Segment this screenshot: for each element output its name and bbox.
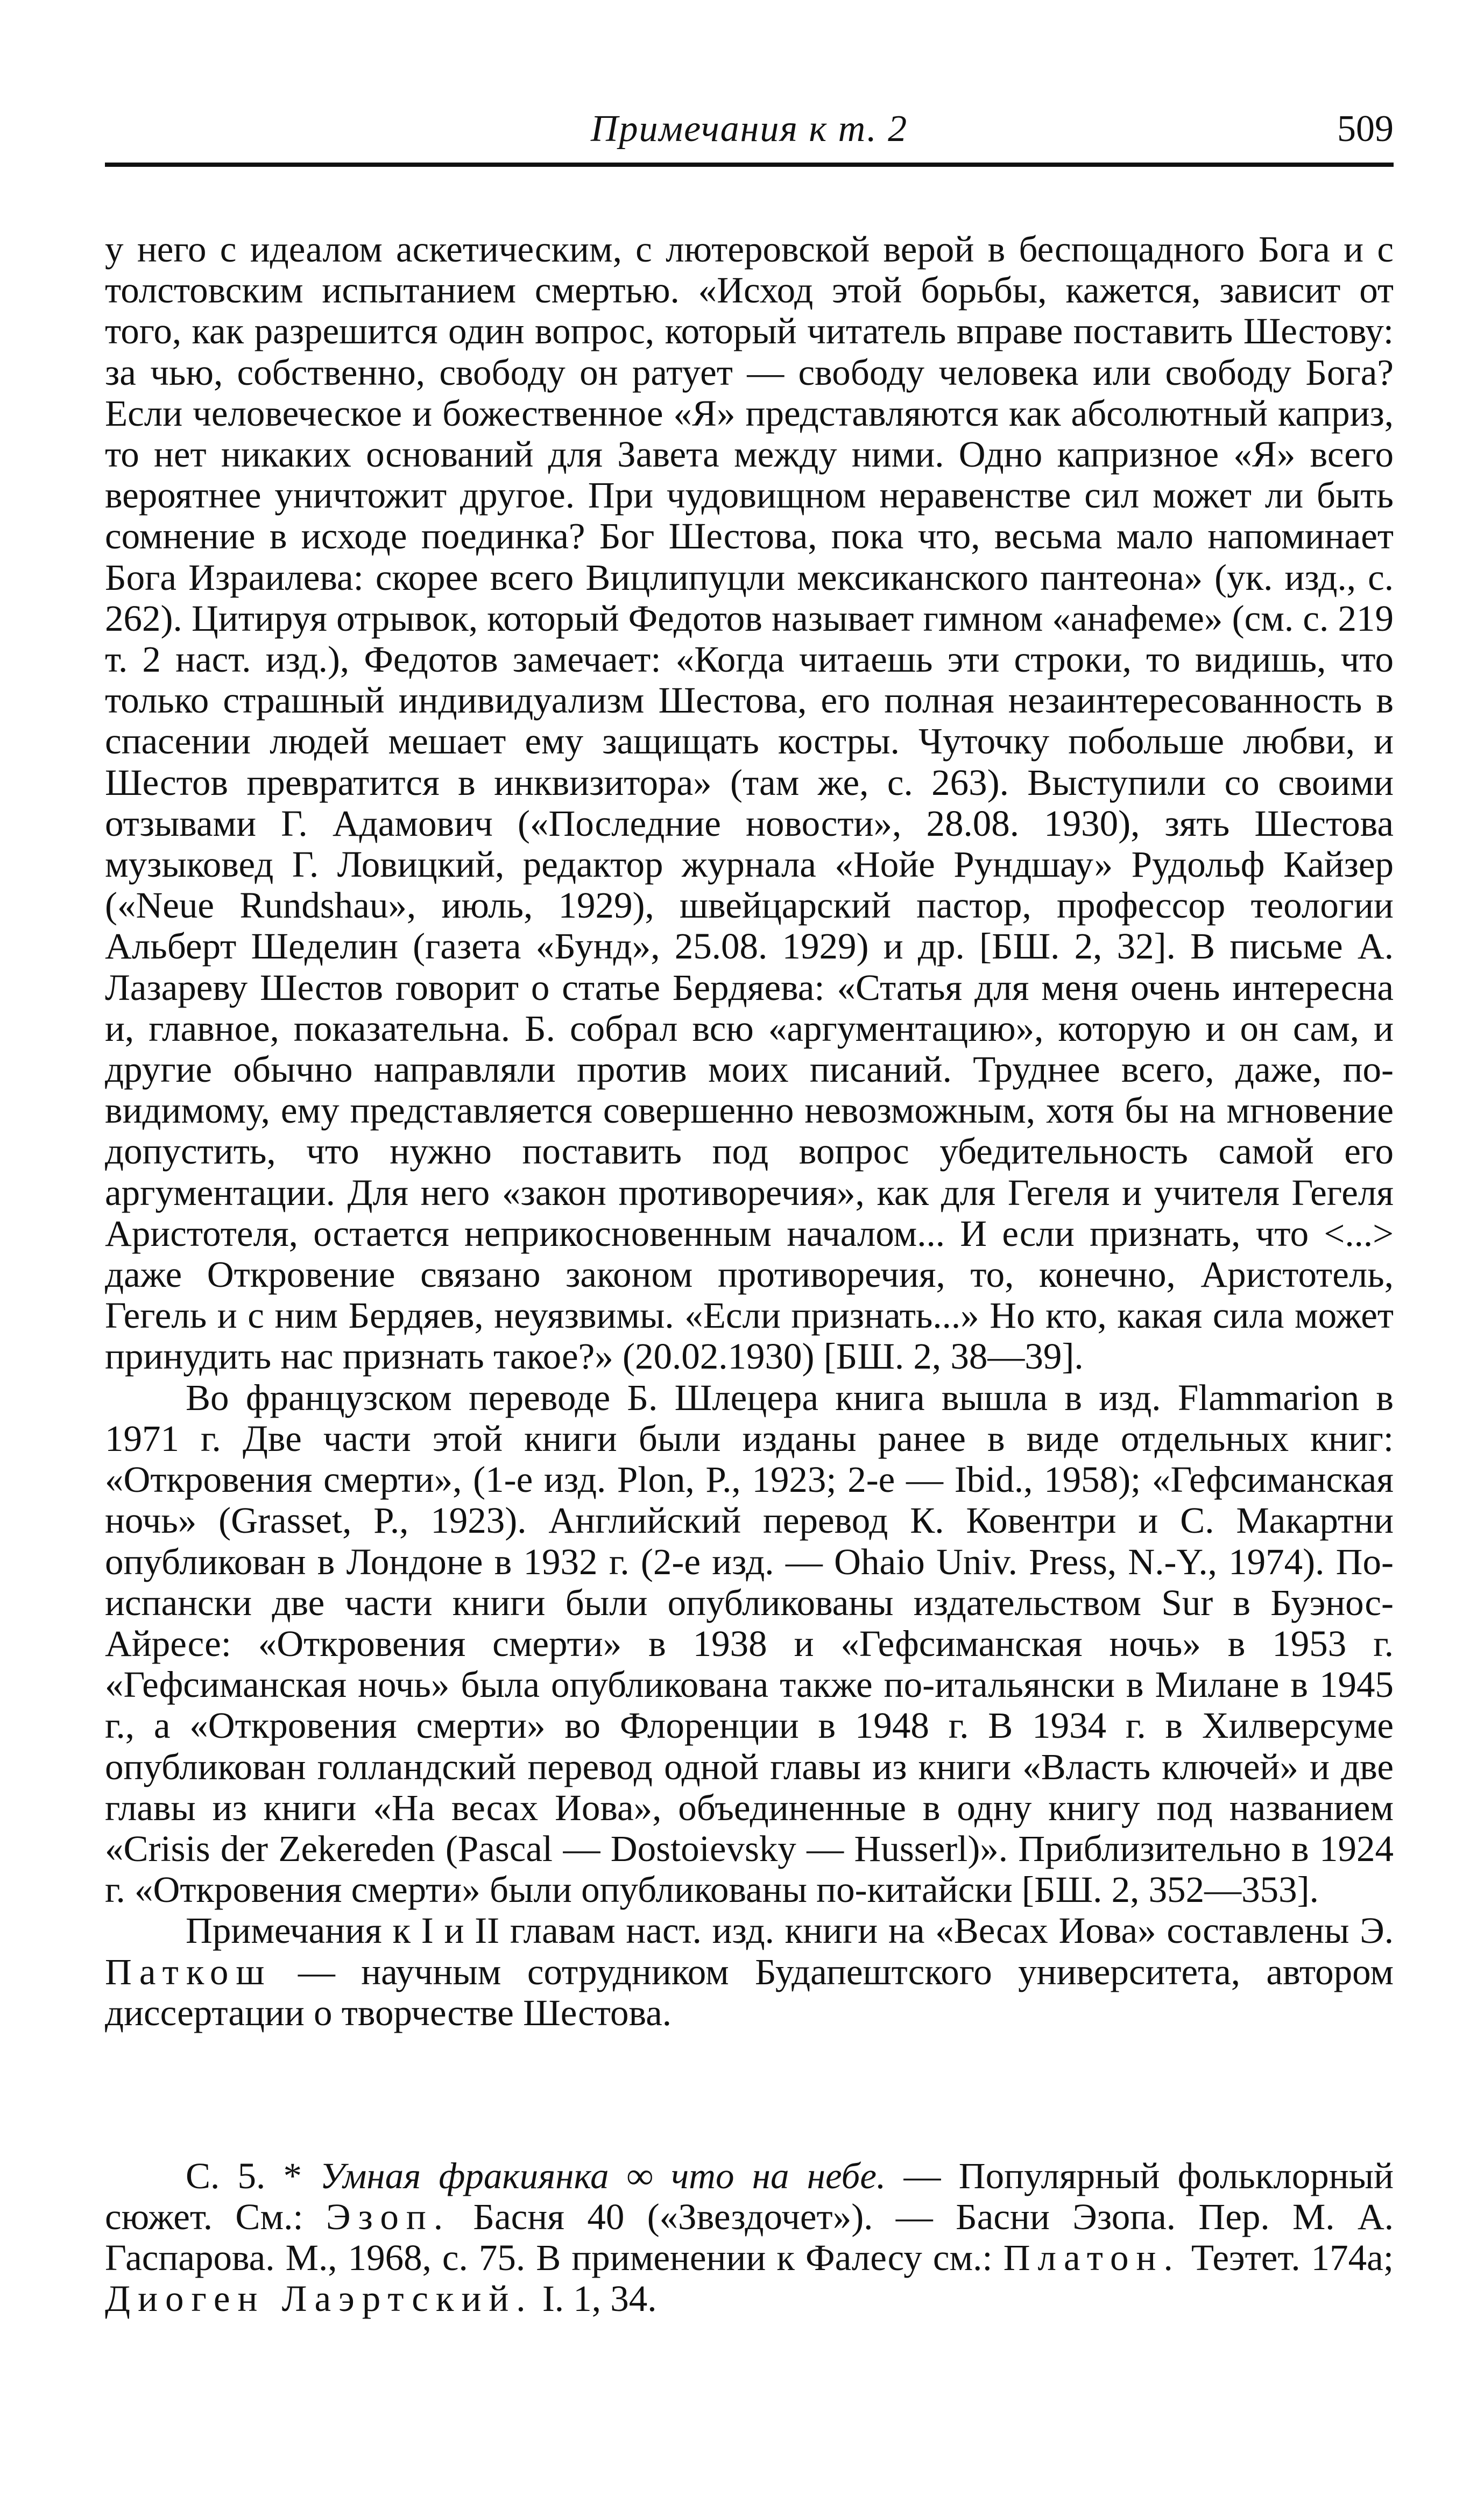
paragraph-3-text-before: Примечания к I и II главам наст. изд. книги на «Весах Иова» составлены Э. bbox=[186, 1910, 1394, 1951]
paragraph-1: у него с идеалом аскетическим, с лютеровской верой в беспощадного Бога и с толстовским испытанием смертью. «Исход этой борьбы, кажется, зависит от того, как разрешится один вопрос, который читатель вправе поставить Шестову: за чью, собственно, свободу он ратует — свободу человека или свободу Бога? Если человеческое и божественное «Я» представляются как абсолютный каприз, то нет никаких оснований для Завета между ними. Одно капризное «Я» всего вероятнее уничтожит другое. При чудовищном неравенстве сил может ли быть сомнение в исходе поединка? Бог Шестова, пока что, весьма мало напоминает Бога Израилева: скорее всего Вицлипуцли мексиканского пантеона» (ук. изд., с. 262). Цитируя отрывок, который Федотов называет гимном «анафеме» (см. с. 219 т. 2 наст. изд.), Федотов замечает: «Когда читаешь эти строки, то видишь, что только страшный индивидуализм Шестова, его полная незаинтересованность в спасении людей мешает ему защищать костры. Чуточку побольше любви, и Шестов превратится в инквизитора» (там же, с. 263). Выступили со своими отзывами Г. Адамович («Последние новости», 28.08. 1930), зять Шестова музыковед Г. Ловицкий, редактор журнала «Нойе Рундшау» Рудольф Кайзер («Neue Rundshau», июль, 1929), швейцарский пастор, профессор теологии Альберт Шеделин (газета «Бунд», 25.08. 1929) и др. [БШ. 2, 32]. В письме А. Лазареву Шестов говорит о статье Бердяева: «Статья для меня очень интересна и, главное, показательна. Б. собрал всю «аргументацию», которую и он сам, и другие обычно направляли против моих писаний. Труднее всего, даже, по-видимому, ему представляется совершенно невозможным, хотя бы на мгновение допустить, что нужно поставить под вопрос убедительность самой его аргументации. Для него «закон противоречия», как для Гегеля и учителя Гегеля Аристотеля, остается неприкосновенным началом... И если признать, что <...> даже Откровение связано законом противоречия, то, конечно, Аристотель, Гегель и с ним Бердяев, неуязвимы. «Если признать...» Но кто, какая сила может принудить нас признать такое?» (20.02.1930) [БШ. 2, 38—39]. bbox=[105, 229, 1394, 1377]
paragraph-2: Во французском переводе Б. Шлецера книга вышла в изд. Flammarion в 1971 г. Две части этой книги были изданы ранее в виде отдельных книг: «Откровения смерти», (1-е изд. Plon, P., 1923; 2-е — Ibid., 1958); «Гефсиманская ночь» (Grasset, P., 1923). Английский перевод К. Ковентри и С. Макартни опубликован в Лондоне в 1932 г. (2-е изд. — Ohaio Univ. Press, N.-Y., 1974). По-испански две части книги были опубликованы издательством Sur в Буэнос-Айресе: «Откровения смерти» в 1938 и «Гефсиманская ночь» в 1953 г. «Гефсиманская ночь» была опубликована также по-итальянски в Милане в 1945 г., а «Откровения смерти» во Флоренции в 1948 г. В 1934 г. в Хилверсуме опубликован голландский перевод одной главы из книги «Власть ключей» и две главы из книги «На весах Иова», объединенные в одну книгу под названием «Crisis der Zekereden (Pascal — Dostoievsky — Husserl)». Приблизительно в 1924 г. «Откровения смерти» были опубликованы по-китайски [БШ. 2, 352—353]. bbox=[105, 1377, 1394, 1911]
running-header bbox=[105, 97, 1394, 156]
footnote-block bbox=[105, 2155, 1394, 2319]
footnote-ref: С. 5. * bbox=[186, 2155, 302, 2196]
main-text bbox=[105, 229, 1394, 2033]
editor-name: Паткош bbox=[105, 1951, 272, 1992]
paragraph-3-text-after: — научным сотрудником Будапештского университета, автором диссертации о творчестве Шестова. bbox=[105, 1951, 1394, 2033]
footnote bbox=[105, 2155, 1394, 2319]
header-rule bbox=[105, 163, 1394, 167]
footnote-author-1: Эзоп. bbox=[326, 2196, 451, 2237]
footnote-author-2: Платон. bbox=[1003, 2237, 1181, 2278]
footnote-part-4: I. 1, 34. bbox=[533, 2278, 657, 2319]
footnote-part-2: Басня 40 («Звездочет»). — Басни Эзопа. Пер. М. А. Гаспарова. М., 1968, с. 75. В применении к Фалесу см.: bbox=[105, 2196, 1394, 2278]
footnote-part-1: — Популярный фольклорный сюжет. См.: bbox=[105, 2155, 1394, 2237]
footnote-author-3: Диоген Лаэртский. bbox=[105, 2278, 533, 2319]
footnote-quote: Умная фракиянка ∞ что на небе. bbox=[320, 2155, 886, 2196]
paragraph-3 bbox=[105, 1910, 1394, 2033]
book-page bbox=[105, 0, 1394, 2502]
footnote-part-3: Теэтет. 174а; bbox=[1180, 2237, 1394, 2278]
page-number: 509 bbox=[1337, 108, 1394, 150]
running-title: Примечания к т. 2 bbox=[590, 108, 908, 150]
